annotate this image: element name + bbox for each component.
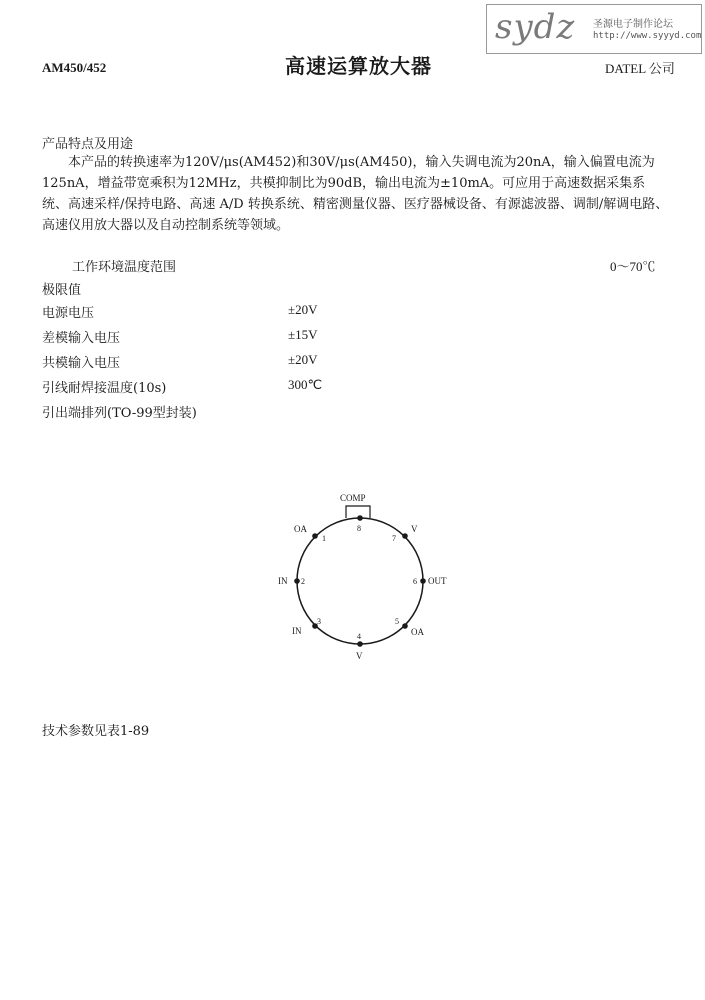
features-heading: 产品特点及用途 — [42, 137, 134, 152]
pin-name: OA — [294, 524, 307, 534]
pin-dot-7 — [402, 533, 408, 539]
logo-text: sydz — [495, 7, 576, 47]
pin-number: 3 — [317, 617, 321, 626]
pinout-diagram — [270, 484, 460, 674]
pinout-caption: 引出端排列(TO-99型封装) — [42, 406, 197, 421]
pin-name: IN — [278, 576, 288, 586]
pin-name: V — [411, 524, 418, 534]
limits-heading: 极限值 — [42, 283, 82, 298]
logo-site-name: 圣源电子制作论坛 — [593, 19, 673, 30]
pin-dot-4 — [357, 641, 363, 647]
pin-name: OUT — [428, 576, 447, 586]
limit-value: ±20V — [288, 302, 318, 317]
pin-number: 4 — [357, 632, 361, 641]
page-title: 高速运算放大器 — [285, 54, 432, 78]
logo-url: http://www.syyyd.com — [593, 31, 702, 41]
limit-value: ±15V — [288, 327, 318, 342]
pin-number: 2 — [301, 577, 305, 586]
features-paragraph — [42, 152, 670, 236]
pin-dot-1 — [312, 533, 318, 539]
limit-label: 引线耐焊接温度(10s) — [42, 381, 167, 396]
limit-label: 差模输入电压 — [42, 331, 121, 346]
operating-temp-value: 0～70℃ — [610, 259, 656, 274]
pin-number: 8 — [357, 524, 361, 533]
pin-number: 5 — [395, 617, 399, 626]
pin-name: IN — [292, 626, 302, 636]
pin-number: 1 — [322, 534, 326, 543]
pin-name: OA — [411, 627, 424, 637]
pin-dot-8 — [357, 515, 363, 521]
model-number: AM450/452 — [42, 60, 107, 75]
limit-value: 300℃ — [288, 377, 323, 392]
pin-number: 7 — [392, 534, 396, 543]
pin-number: 6 — [413, 577, 417, 586]
tech-ref: 技术参数见表1-89 — [42, 724, 150, 739]
comp-label: COMP — [340, 493, 366, 503]
pin-name: V — [356, 651, 363, 661]
pin-dot-6 — [420, 578, 426, 584]
pin-dot-2 — [294, 578, 300, 584]
operating-temp-label: 工作环境温度范围 — [72, 260, 177, 275]
limit-value: ±20V — [288, 352, 318, 367]
features-text: 本产品的转换速率为120V/μs(AM452)和30V/μs(AM450)，输入失调电流为20nA，输入偏置电流为125nA，增益带宽乘积为12MHz，共模抑制比为90dB，输出电流为±10mA。可应用于高速数据采集系统、高速采样/保持电路、高速 A/D 转换系统、精密测量仪器、医疗器械设备、有源滤波器、调制/解调电路、高速仪用放大器以及自动控制系统等领域。 — [42, 155, 669, 233]
pin-dot-5 — [402, 623, 408, 629]
company-name: DATEL 公司 — [605, 61, 675, 76]
limit-label: 共模输入电压 — [42, 356, 121, 371]
watermark-logo — [486, 4, 702, 54]
limit-label: 电源电压 — [42, 306, 95, 321]
